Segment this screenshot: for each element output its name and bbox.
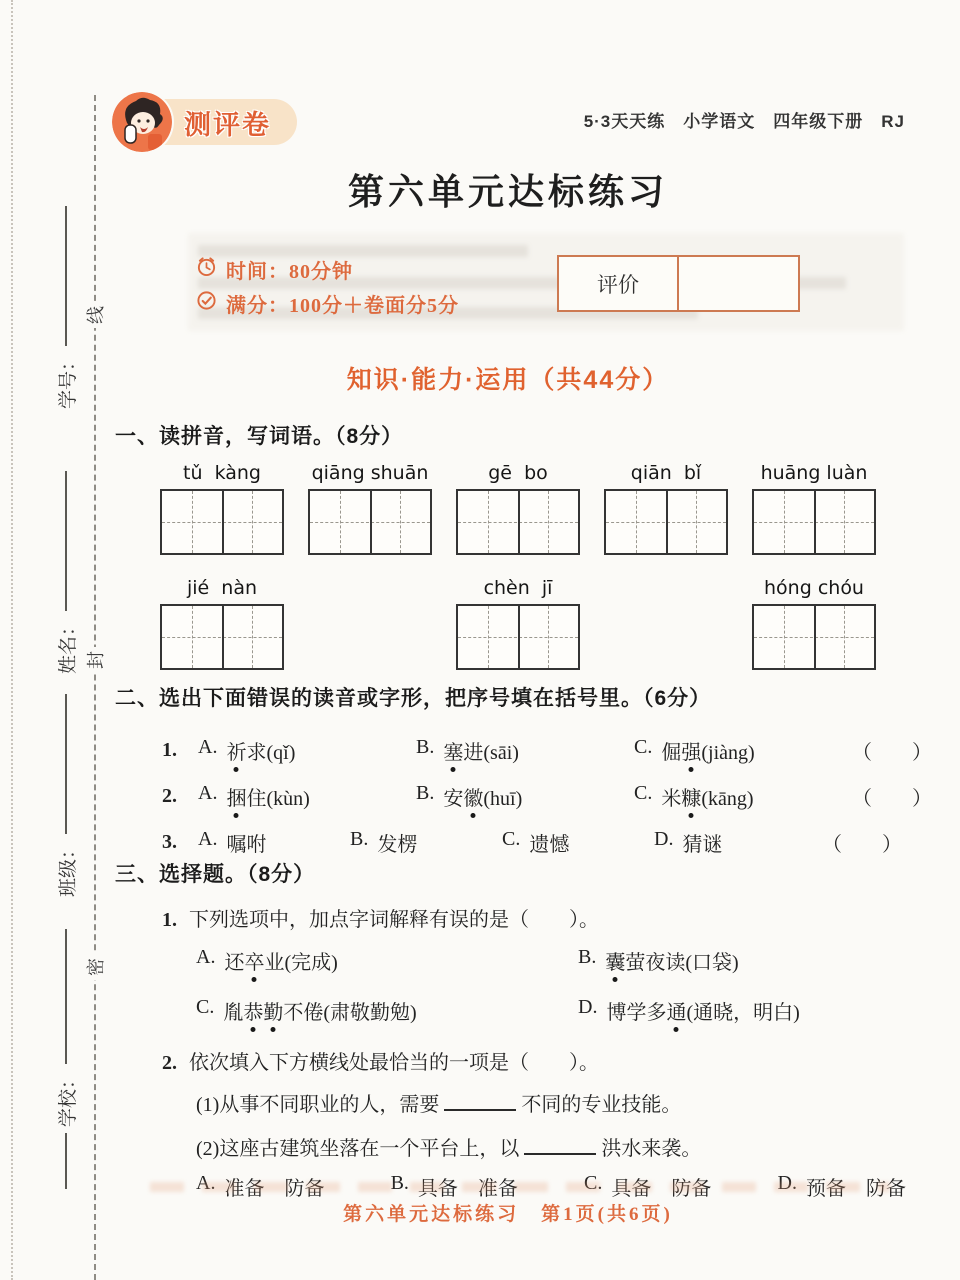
char: 不 [283,1002,304,1024]
margin-field-1 [49,414,83,674]
char: ( [686,1002,694,1024]
pinyin-label: gē bo [488,462,548,484]
question-1-heading: 一、读拼音，写词语。（8分） [115,425,404,448]
option [634,736,852,765]
char: 进 [463,741,484,764]
badge-label: 测评卷 [184,109,271,140]
option [196,946,578,975]
answer-blank[interactable] [65,471,67,611]
answer-cell[interactable] [814,491,874,553]
char: g [738,741,749,764]
char: ( [323,1002,331,1024]
full-score: 满分：100分＋卷面分5分 [226,294,459,317]
char: 袋 [712,952,733,974]
char: 夜 [645,952,666,974]
margin-field-label: 学号： [57,351,79,409]
option [416,782,634,811]
option-text [226,782,309,811]
char: 学 [626,1002,647,1024]
char: 倦 [303,1002,324,1024]
char: 博 [606,1002,627,1024]
option-text [226,736,295,765]
char: ī [510,787,516,810]
evaluation-label: 评价 [559,257,679,310]
series-info: 5·3天天练 小学语文 四年级下册 RJ [583,112,905,131]
option-letter: B. [416,781,435,804]
option [198,736,416,765]
option-text: 嘱咐 [226,833,267,856]
char: ( [266,787,274,810]
row-number: 1. [162,738,177,761]
option-text [605,946,738,975]
option-letter: B. [578,946,597,968]
answer-bracket[interactable]: （ ） [852,787,932,810]
evaluation-score-cell[interactable] [679,257,798,310]
char: 业 [264,952,285,974]
char: ) [410,1002,417,1024]
question-2-heading: 二、选出下面错误的读音或字形，把序号填在括号里。（6分） [115,687,712,710]
bleed-through-ghost-band [150,1182,890,1192]
answer-cell[interactable] [222,491,282,553]
char: ) [515,787,523,810]
answer-blank[interactable] [65,206,67,346]
option-letter: D. [654,827,674,850]
answer-cell[interactable] [814,606,874,668]
option-letter: A. [198,827,218,850]
answer-cell[interactable] [458,491,518,553]
option [350,828,502,857]
section-banner: 知识·能力·运用（共44分） [346,366,670,394]
char: ) [732,952,739,974]
item-number: 2. [162,1052,177,1074]
pinyin-label: qiān bǐ [630,462,702,484]
char: 塞 [443,736,463,765]
options-group [198,828,822,857]
option-text: 遗憾 [529,833,570,856]
option-text [443,736,519,765]
char: 倔 [661,741,682,764]
question-3-item-1-stem: 1. 下列选项中，加点字词解释有误的是（ ）。 [162,909,599,931]
options-group [198,782,852,811]
answer-cell[interactable] [754,491,814,553]
char: ( [685,952,693,974]
char: ù [283,787,294,810]
pinyin-label: chèn jī [483,577,553,599]
answer-cell[interactable] [162,491,222,553]
option [578,946,908,975]
option-letter: A. [198,735,218,758]
option-letter: A. [196,946,216,968]
char: 强 [681,736,701,765]
option [198,782,416,811]
choice-letter: B. [390,1172,409,1194]
seal-dashed-line [94,95,96,1280]
char: ( [701,741,709,764]
answer-grid [604,489,728,555]
char: 徽 [463,782,483,811]
char: 捆 [226,782,246,811]
answer-cell[interactable] [458,606,518,668]
char: j [708,741,714,764]
choice-text: 准备 防备 [224,1178,325,1200]
option-letter: A. [198,781,218,804]
char: 住 [246,787,267,810]
page-title: 第六单元达标练习 [347,172,668,212]
answer-cell[interactable] [162,606,222,668]
pinyin-label: huāng luàn [760,462,868,484]
option-letter: C. [196,996,215,1018]
answer-bracket[interactable]: （ ） [852,741,932,764]
pinyin-label: tǔ kàng [183,462,261,484]
char: 多 [646,1002,667,1024]
char: 通 [693,1002,714,1024]
char: q [273,741,284,764]
margin-field-2 [49,637,83,897]
option-text: 猜谜 [682,833,723,856]
answer-bracket[interactable]: （ ） [822,833,902,856]
char: 明 [753,1002,774,1024]
char: ( [284,952,292,974]
char: k [708,787,719,810]
char: n [728,741,739,764]
char: n [293,787,304,810]
pinyin-word-block [604,462,728,555]
char: 囊 [605,946,625,975]
char: 敬 [350,1002,371,1024]
choice-letter: C. [584,1172,603,1194]
seal-char-mi: 密 [83,954,109,980]
option-text [443,782,522,811]
char: 恭 [243,996,263,1025]
answer-cell[interactable] [222,606,282,668]
char: ( [483,787,491,810]
margin-field-0 [49,149,83,409]
char: h [490,787,501,810]
pinyin-word-block [308,462,432,555]
row-number: 3. [162,830,177,853]
char: ( [701,787,709,810]
answer-grid [160,489,284,555]
char: 勉 [390,1002,411,1024]
question-1 [160,462,876,692]
char: s [490,741,498,764]
time-limit: 时间：80分钟 [226,260,353,283]
option [198,828,350,857]
option-letter: C. [634,781,653,804]
answer-cell[interactable] [518,491,578,553]
pinyin-label: jié nàn [186,577,258,599]
char: 口 [692,952,713,974]
char: ) [331,952,338,974]
option [196,996,578,1025]
answer-grid [752,604,876,670]
choice-letter: A. [196,1172,216,1194]
char: 萤 [625,952,646,974]
option [502,828,654,857]
sentence-text: 不同的专业技能。 [521,1094,682,1116]
char: n [726,787,737,810]
row-number: 2. [162,784,177,807]
char: u [500,787,511,810]
choice-text: 预备 防备 [805,1178,906,1200]
choice-letter: D. [777,1172,797,1194]
fill-blank-sentence-1 [196,1088,681,1117]
option-letter: C. [634,735,653,758]
option-text: 发楞 [377,833,418,856]
choice-text: 具备 准备 [417,1178,518,1200]
pinyin-word-block [752,577,876,670]
answer-cell[interactable] [754,606,814,668]
page-footer: 第六单元达标练习 第1页(共6页) [343,1204,673,1225]
option [416,736,634,765]
char: 肃 [330,1002,351,1024]
char: 安 [443,787,464,810]
seal-char-feng: 封 [83,647,109,673]
char: 白 [773,1002,794,1024]
question-3-item-1-options [196,946,908,1025]
char: 胤 [223,1002,244,1024]
char: g [736,787,747,810]
meta-info [196,252,459,320]
question-row [162,727,932,773]
char: 卒 [244,946,264,975]
pinyin-label: qiāng shuān [311,462,429,484]
pinyin-word-block [456,462,580,555]
option-text [661,782,753,811]
answer-blank[interactable] [65,694,67,834]
char: i [506,741,513,764]
seal-char-xian: 线 [83,302,109,328]
option-text [224,946,337,975]
answer-grid [456,489,580,555]
sentence-text: (2)这座古建筑坐落在一个平台上，以 [196,1138,520,1160]
char: 求 [246,741,267,764]
check-circle-icon [196,290,226,317]
margin-field-3 [49,929,83,1189]
margin-field-label: 学校： [57,1070,79,1128]
option-letter: B. [416,735,435,758]
char: 成 [311,952,332,974]
option-letter: C. [502,827,521,850]
sentence-text: 洪水来袭。 [601,1138,702,1160]
pinyin-label: hóng chóu [764,577,864,599]
char: ) [793,1002,800,1024]
answer-blank[interactable] [65,1133,67,1189]
answer-cell[interactable] [518,606,578,668]
option-text [606,996,799,1025]
question-3-item-2-stem: 2. 依次填入下方横线处最恰当的一项是（ ）。 [162,1052,599,1074]
char: à [719,741,729,764]
char: 完 [291,952,312,974]
option-letter: D. [578,996,598,1018]
margin-field-label: 姓名： [57,616,79,674]
answer-blank[interactable] [444,1094,516,1111]
answer-cell[interactable] [310,491,370,553]
answer-grid [752,489,876,555]
char: ā [718,787,727,810]
char: ( [266,741,274,764]
answer-grid [160,604,284,670]
char: 祈 [226,736,246,765]
char: 通 [666,996,686,1025]
page-edge-perforation [11,0,13,1280]
choice-text: 具备 防备 [611,1178,712,1200]
option-text [661,736,754,765]
item-number: 1. [162,909,177,931]
options-group [198,736,852,765]
option-text [223,996,416,1025]
question-row [162,773,932,819]
sentence-text: (1)从事不同职业的人，需要 [196,1094,440,1116]
answer-grid [308,489,432,555]
pinyin-word-block [160,577,284,670]
char: k [273,787,284,810]
char: 糠 [681,782,701,811]
answer-blank[interactable] [524,1138,596,1155]
char: 米 [661,787,682,810]
pinyin-word-block [456,577,580,670]
pinyin-word-block [752,462,876,555]
char: ) [288,741,296,764]
answer-cell[interactable] [606,491,666,553]
question-3-heading: 三、选择题。（8分） [115,863,316,886]
option [634,782,852,811]
evaluation-box [557,255,800,312]
char: ) [746,787,754,810]
char: ， [733,1002,754,1024]
answer-blank[interactable] [65,929,67,1064]
option-letter: B. [350,827,369,850]
fill-blank-sentence-2 [196,1132,701,1161]
char: ) [748,741,755,764]
char: 勤 [263,996,283,1025]
char: ǐ [283,741,289,764]
question-2 [162,727,932,865]
char: ā [497,741,507,764]
pinyin-word-block [160,462,284,555]
char: 晓 [713,1002,734,1024]
char: 还 [224,952,245,974]
char: ( [483,741,491,764]
mascot-icon [112,92,172,152]
answer-grid [456,604,580,670]
answer-cell[interactable] [370,491,430,553]
char: 读 [665,952,686,974]
option [578,996,908,1025]
clock-icon [196,256,226,283]
margin-field-label: 班级： [57,839,79,897]
answer-cell[interactable] [666,491,726,553]
char: ) [303,787,310,810]
char: i [713,741,720,764]
test-paper-badge [112,92,297,152]
char: 勤 [370,1002,391,1024]
option [654,828,806,857]
char: ) [512,741,519,764]
